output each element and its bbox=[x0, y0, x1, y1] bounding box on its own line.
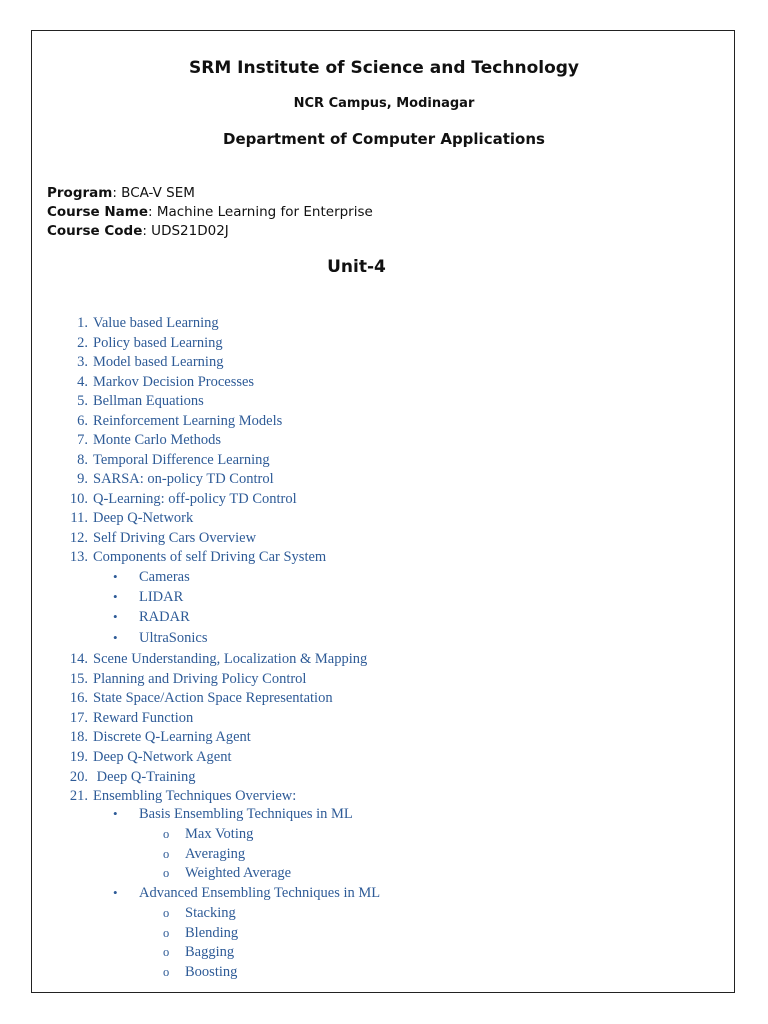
topic-number: 18. bbox=[69, 729, 88, 746]
bullet-text: RADAR bbox=[139, 609, 190, 626]
sub-bullet-text: Weighted Average bbox=[185, 865, 292, 882]
topic-text: Temporal Difference Learning bbox=[93, 451, 270, 468]
sub-bullet-text: Bagging bbox=[185, 944, 235, 961]
bullet-text: Basis Ensembling Techniques in ML bbox=[139, 806, 353, 822]
topic-text: Deep Q-Network bbox=[93, 510, 194, 526]
topic-text: Components of self Driving Car System bbox=[93, 549, 327, 565]
topic-number: 8. bbox=[77, 451, 88, 468]
sub-bullet-text: Boosting bbox=[185, 963, 238, 980]
topic-number: 4. bbox=[77, 373, 88, 390]
sub-bullet-icon: o bbox=[163, 906, 170, 921]
program-label: Program bbox=[47, 185, 113, 201]
topic-text: Monte Carlo Methods bbox=[93, 432, 222, 448]
topic-text: Policy based Learning bbox=[93, 334, 223, 351]
sub-bullet-text: Stacking bbox=[185, 905, 236, 922]
topic-text: State Space/Action Space Representation bbox=[93, 690, 333, 707]
sub-bullet-text: Max Voting bbox=[185, 826, 254, 842]
topic-number: 1. bbox=[77, 315, 88, 331]
sub-bullet-icon: o bbox=[163, 964, 170, 979]
topic-number: 6. bbox=[77, 412, 88, 429]
sub-bullet-icon: o bbox=[163, 925, 170, 940]
topic-number: 13. bbox=[69, 549, 88, 565]
topic-number: 5. bbox=[77, 393, 88, 409]
topic-text: Scene Understanding, Localization & Mapping bbox=[93, 651, 368, 667]
sub-bullet-text: Averaging bbox=[185, 845, 246, 862]
topic-text: Discrete Q-Learning Agent bbox=[93, 729, 251, 746]
bullet-icon: • bbox=[113, 629, 118, 645]
sub-bullet-icon: o bbox=[163, 827, 170, 841]
topic-number: 19. bbox=[69, 749, 88, 765]
bullet-text: LIDAR bbox=[139, 589, 184, 606]
topic-number: 14. bbox=[69, 651, 88, 667]
program-value: : BCA-V SEM bbox=[112, 185, 195, 201]
topic-text: SARSA: on-policy TD Control bbox=[93, 471, 274, 487]
course-code-value: : UDS21D02J bbox=[142, 223, 229, 239]
topic-text: Value based Learning bbox=[93, 315, 219, 331]
bullet-icon: • bbox=[113, 885, 118, 901]
topic-text: Deep Q-Network Agent bbox=[93, 749, 232, 765]
bullet-icon: • bbox=[113, 569, 118, 584]
sub-bullet-icon: o bbox=[163, 866, 170, 881]
bullet-text: Cameras bbox=[139, 569, 190, 585]
topic-number: 15. bbox=[69, 670, 88, 687]
institute-title: SRM Institute of Science and Technology bbox=[188, 58, 580, 78]
topic-text: Reinforcement Learning Models bbox=[93, 412, 283, 429]
bullet-text: UltraSonics bbox=[139, 629, 208, 646]
topic-text: Ensembling Techniques Overview: bbox=[93, 788, 297, 805]
topic-text: Deep Q-Training bbox=[93, 768, 196, 785]
department-title: Department of Computer Applications bbox=[223, 130, 545, 148]
bullet-icon: • bbox=[113, 806, 118, 821]
topic-number: 9. bbox=[77, 471, 88, 487]
topic-text: Model based Learning bbox=[93, 354, 224, 370]
topic-number: 2. bbox=[77, 334, 88, 351]
topic-number: 16. bbox=[69, 690, 88, 707]
topic-number: 10. bbox=[69, 490, 88, 507]
topic-text: Reward Function bbox=[93, 709, 194, 726]
topic-text: Q-Learning: off-policy TD Control bbox=[93, 490, 297, 507]
topic-text: Self Driving Cars Overview bbox=[93, 529, 257, 546]
campus-subtitle: NCR Campus, Modinagar bbox=[293, 96, 475, 111]
topic-number: 12. bbox=[69, 529, 88, 546]
sub-bullet-icon: o bbox=[163, 846, 170, 861]
topic-number: 7. bbox=[77, 432, 88, 448]
sub-bullet-text: Blending bbox=[185, 924, 239, 941]
topic-text: Bellman Equations bbox=[93, 393, 204, 409]
topic-number: 3. bbox=[77, 354, 88, 370]
bullet-text: Advanced Ensembling Techniques in ML bbox=[139, 885, 381, 902]
topic-number: 20. bbox=[69, 768, 88, 785]
topic-number: 17. bbox=[69, 709, 88, 726]
topic-text: Markov Decision Processes bbox=[93, 373, 255, 390]
sub-bullet-icon: o bbox=[163, 945, 170, 960]
topic-text: Planning and Driving Policy Control bbox=[93, 670, 307, 687]
course-name-label: Course Name bbox=[47, 204, 148, 220]
topic-number: 21. bbox=[69, 788, 88, 805]
course-code-label: Course Code bbox=[47, 223, 143, 239]
bullet-icon: • bbox=[113, 589, 118, 605]
topic-number: 11. bbox=[70, 510, 88, 526]
unit-title: Unit-4 bbox=[327, 257, 386, 277]
bullet-icon: • bbox=[113, 609, 118, 625]
course-name-value: : Machine Learning for Enterprise bbox=[147, 204, 373, 220]
